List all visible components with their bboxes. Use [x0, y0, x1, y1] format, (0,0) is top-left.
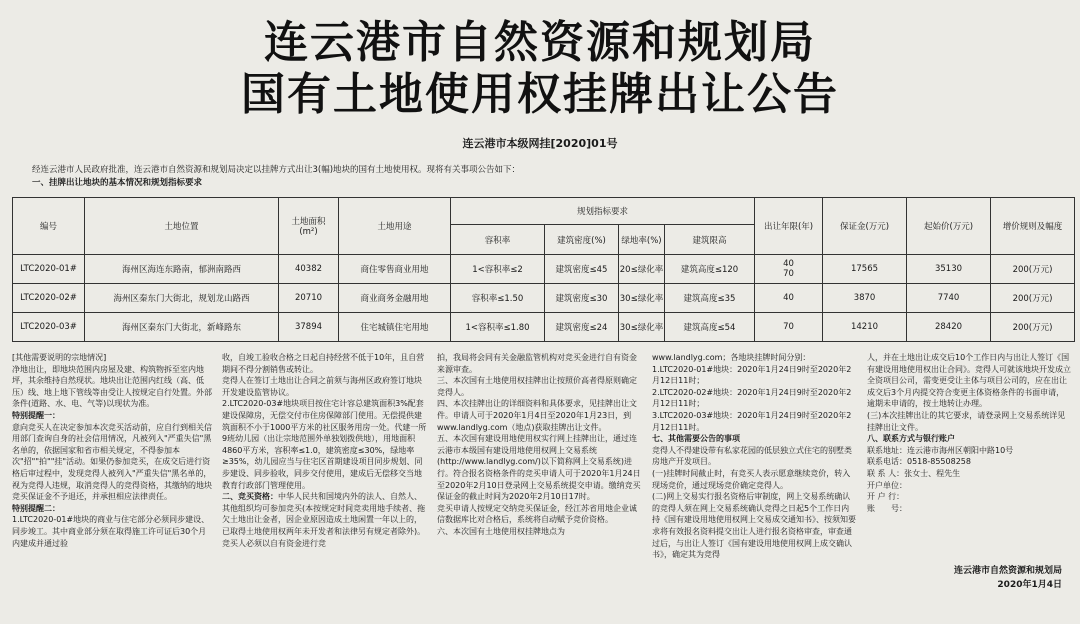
subheading: 特别提醒一：	[12, 410, 60, 420]
cell-code: LTC2020-03#	[13, 313, 85, 342]
paragraph: 2.LTC2020-03#地块项目按住宅计容总建筑面积3%配套建设保障房，无偿交付市住房保障部门使用。无偿提供建筑面积不小于1000平方米的社区服务用房一处。代建一所9班幼儿园（出让宗地范围外单独划拨供地），用地面积4860平方米，容积率≤1.0，建筑密度≤30%，绿地率≥35%，幼儿园应当与住宅区首期建设项目同步规划、同步建设、同步验收，同步交付使用，建成后无偿移交当地教育行政部门管理使用。	[222, 399, 427, 490]
paragraph: 1.LTC2020-01#地块：2020年1月24日9时至2020年2月12日11时；	[652, 364, 852, 386]
subheading: 特别提醒二：	[12, 503, 60, 513]
subheading: 七、其他需要公告的事项	[652, 434, 740, 444]
contact-address: 联系地址：连云港市海州区朝阳中路10号	[867, 445, 1014, 455]
cell-deposit: 3870	[823, 284, 907, 313]
header-start-price: 起始价(万元)	[907, 198, 991, 255]
cell-area: 40382	[279, 255, 339, 284]
account-number: 账 号：	[867, 503, 907, 513]
header-density: 建筑密度(%)	[545, 225, 619, 255]
paragraph: 中华人民共和国境内外的法人、自然人、其他组织均可参加竞买(本按规定时间竞卖用地手续者、拖欠土地出让金者，因企业原因造成土地闲置一年以上的，已取得土地使用权两年未开发者和法律另有规定者除外)。竞买人必须以自有资金进行竞	[222, 492, 426, 548]
paragraph: 三、本次国有土地使用权挂牌出让按照价高者得原则确定竞得人。	[437, 376, 637, 397]
cell-deposit: 17565	[823, 255, 907, 284]
cell-height: 建筑高度≤120	[665, 255, 755, 284]
account-unit: 开户单位：	[867, 480, 907, 490]
header-planning: 规划指标要求	[451, 198, 755, 225]
header-height: 建筑限高	[665, 225, 755, 255]
land-parcel-table	[12, 197, 1075, 342]
cell-increment: 200(万元)	[991, 284, 1075, 313]
cell-deposit: 14210	[823, 313, 907, 342]
intro-text: 经连云港市人民政府批准，连云港市自然资源和规划局决定以挂牌方式出让3(幅)地块的国有土地使用权。现将有关事项公告如下：	[32, 165, 521, 175]
header-area-label: 土地面积	[291, 217, 326, 227]
cell-area: 37894	[279, 313, 339, 342]
cell-far: 1<容积率≤2	[451, 255, 545, 284]
cell-increment: 200(万元)	[991, 313, 1075, 342]
cell-start-price: 7740	[907, 284, 991, 313]
table-row	[13, 284, 1075, 313]
cell-green: 30≤绿化率	[619, 284, 665, 313]
paragraph: (三)本次挂牌出让的其它要求，请登录网上交易系统详见挂牌出让文件。	[867, 410, 1066, 432]
paragraph: 五、本次国有建设用地使用权实行网上挂牌出让，通过连云港市本级国有建设用地使用权网上交易系统(http://www.landlyg.com/)以下简称网上交易系统)进行。符合报名资格条件的竞买申请人可于2020年1月24日至2020年2月10日登录网上交易系统提交申请。缴纳竞买保证金的截止时间为2020年2月10日17时。	[437, 434, 641, 502]
header-far: 容积率	[451, 225, 545, 255]
header-area-unit: (m²)	[299, 227, 318, 237]
body-column-2	[222, 352, 427, 617]
paragraph: 收，自竣工验收合格之日起自持经营不低于10年，且自营期间不得分割销售或转让。	[222, 353, 425, 374]
header-location: 土地位置	[85, 198, 279, 255]
cell-location: 海州区秦东门大街北，规划龙山路西	[85, 284, 279, 313]
cell-use: 商住零售商业用地	[339, 255, 451, 284]
cell-code: LTC2020-01#	[13, 255, 85, 284]
section-heading-1: 一、挂牌出让地块的基本情况和规划指标要求	[32, 178, 203, 188]
paragraph: www.landlyg.com；各地块挂牌时间分别：	[652, 353, 811, 362]
paragraph: 1.LTC2020-01#地块的商业与住宅部分必须同步建设、同步竣工。其中商业部分须在取得施工许可证后30个月内建成并通过验	[12, 515, 210, 548]
table-row	[13, 255, 1075, 284]
cell-years-commercial: 40	[783, 259, 794, 269]
cell-far: 1<容积率≤1.80	[451, 313, 545, 342]
paragraph: 3.LTC2020-03#地块：2020年1月24日9时至2020年2月12日11时。	[652, 410, 852, 432]
paragraph: 四、本次挂牌出让的详细资料和具体要求，见挂牌出让文件。申请人可于2020年1月4日至2020年1月23日，到www.landlyg.com（地点)获取挂牌出让文件。	[437, 399, 637, 432]
body-column-3	[437, 352, 642, 617]
header-years: 出让年限(年)	[755, 198, 823, 255]
body-column-4	[652, 352, 857, 617]
cell-area: 20710	[279, 284, 339, 313]
cell-green: 30≤绿化率	[619, 313, 665, 342]
subheading: 二、竞买资格：	[222, 492, 278, 502]
paragraph: 人，并在土地出让成交后10个工作日内与出让人签订《国有建设用地使用权出让合同》。竞得人可就该地块开发成立全资项目公司，需变更受让主体与项目公司的，应在出让成交后3个月内提交符合变更主体资格条件的书面申请，逾期未申请的，按土地转让办理。	[867, 353, 1071, 409]
header-increment: 增价规则及幅度	[991, 198, 1075, 255]
paragraph: (二)网上交易实行报名资格后审制度，网上交易系统确认的竞得人须在网上交易系统确认竞得之日起5个工作日内持《国有建设用地使用权网上交易成交通知书》、按须知要求将有效报名资料提交出让人进行报名资格审查，审查通过后，与出让人签订《国有建设用地使用权网上成交确认书》，确定其为竞得	[652, 492, 856, 560]
cell-use: 住宅城镇住宅用地	[339, 313, 451, 342]
cell-code: LTC2020-02#	[13, 284, 85, 313]
paragraph: [其他需要说明的宗地情况]	[12, 353, 107, 362]
cell-use: 商业商务金融用地	[339, 284, 451, 313]
signature-date: 2020年1月4日	[997, 580, 1062, 590]
contact-person: 联 系 人：张女士、程先生	[867, 468, 961, 478]
body-column-5	[867, 352, 1072, 557]
paragraph: 竞得人在签订土地出让合同之前须与海州区政府签订地块开发建设监管协议。	[222, 376, 422, 397]
cell-density: 建筑密度≤30	[545, 284, 619, 313]
cell-green: 20≤绿化率	[619, 255, 665, 284]
paragraph: 拍，我局将会同有关金融监管机构对竞买金进行自有资金来源审查。	[437, 353, 637, 374]
paragraph: 意向竞买人在决定参加本次竞买活动前，应自行到相关信用部门查询自身的社会信用情况，凡被列入"严重失信"黑名单的，依据国家和省市相关规定，不得参加本次"招""拍""挂"活动。如果仍参加竞买，在成交后进行资格后审过程中，发现竞得人被列入"严重失信"黑名单的，视为竞得人违规，取消竞得人的竞得资格，其缴纳的地块竞买保证金不予退还，并承担相应法律责任。	[12, 422, 212, 502]
paragraph: (一)挂牌时间截止时，有竞买人表示愿意继续竞价，转入现场竞价，通过现场竞价确定竞得人。	[652, 468, 851, 490]
cell-height: 建筑高度≤35	[665, 284, 755, 313]
paragraph: 竞得人不得建设带有私家花园的低层独立式住宅的别墅类房地产开发项目。	[652, 445, 852, 467]
cell-location: 海州区秦东门大街北，新峰路东	[85, 313, 279, 342]
title-line-2: 国有土地使用权挂牌出让公告	[241, 69, 839, 120]
cell-years: 40	[755, 284, 823, 313]
signature-org: 连云港市自然资源和规划局	[953, 566, 1062, 576]
paragraph: 2.LTC2020-02#地块：2020年1月24日9时至2020年2月12日11时；	[652, 387, 852, 409]
document-number: 连云港市本级网挂[2020]01号	[462, 137, 618, 150]
cell-start-price: 35130	[907, 255, 991, 284]
paragraph: 六、本次国有土地使用权挂牌地点为	[437, 526, 565, 536]
cell-far: 容积率≤1.50	[451, 284, 545, 313]
account-bank: 开 户 行：	[867, 492, 905, 502]
contact-phone: 联系电话：0518-85508258	[867, 457, 971, 467]
header-green: 绿地率(%)	[619, 225, 665, 255]
cell-years-residential: 70	[783, 269, 794, 279]
header-deposit: 保证金(万元)	[823, 198, 907, 255]
cell-increment: 200(万元)	[991, 255, 1075, 284]
title-line-1: 连云港市自然资源和规划局	[264, 17, 816, 68]
cell-years: 70	[755, 313, 823, 342]
cell-height: 建筑高度≤54	[665, 313, 755, 342]
header-code: 编号	[13, 198, 85, 255]
cell-density: 建筑密度≤24	[545, 313, 619, 342]
subheading: 八、联系方式与银行账户	[867, 434, 955, 444]
paragraph: 净地出让，即地块范围内房屋及建、构筑物拆至室内地坪，其余维持自然现状。地块出让范围内红线（高、低压）线、地上地下管线等由受让人按规定自行处置。外部条件(道路、水、电、气等)以现状为准。	[12, 364, 212, 409]
cell-density: 建筑密度≤45	[545, 255, 619, 284]
cell-start-price: 28420	[907, 313, 991, 342]
paragraph: 竞买申请人按规定交纳竞买保证金，经江苏省用地企业诚信数据库比对合格后，系统将自动赋予竞价资格。	[437, 503, 637, 525]
cell-location: 海州区海连东路南，郁洲南路西	[85, 255, 279, 284]
table-row	[13, 313, 1075, 342]
header-area	[279, 198, 339, 255]
cell-years	[755, 255, 823, 284]
body-column-1	[12, 352, 212, 617]
body-columns	[12, 352, 1074, 617]
header-use: 土地用途	[339, 198, 451, 255]
